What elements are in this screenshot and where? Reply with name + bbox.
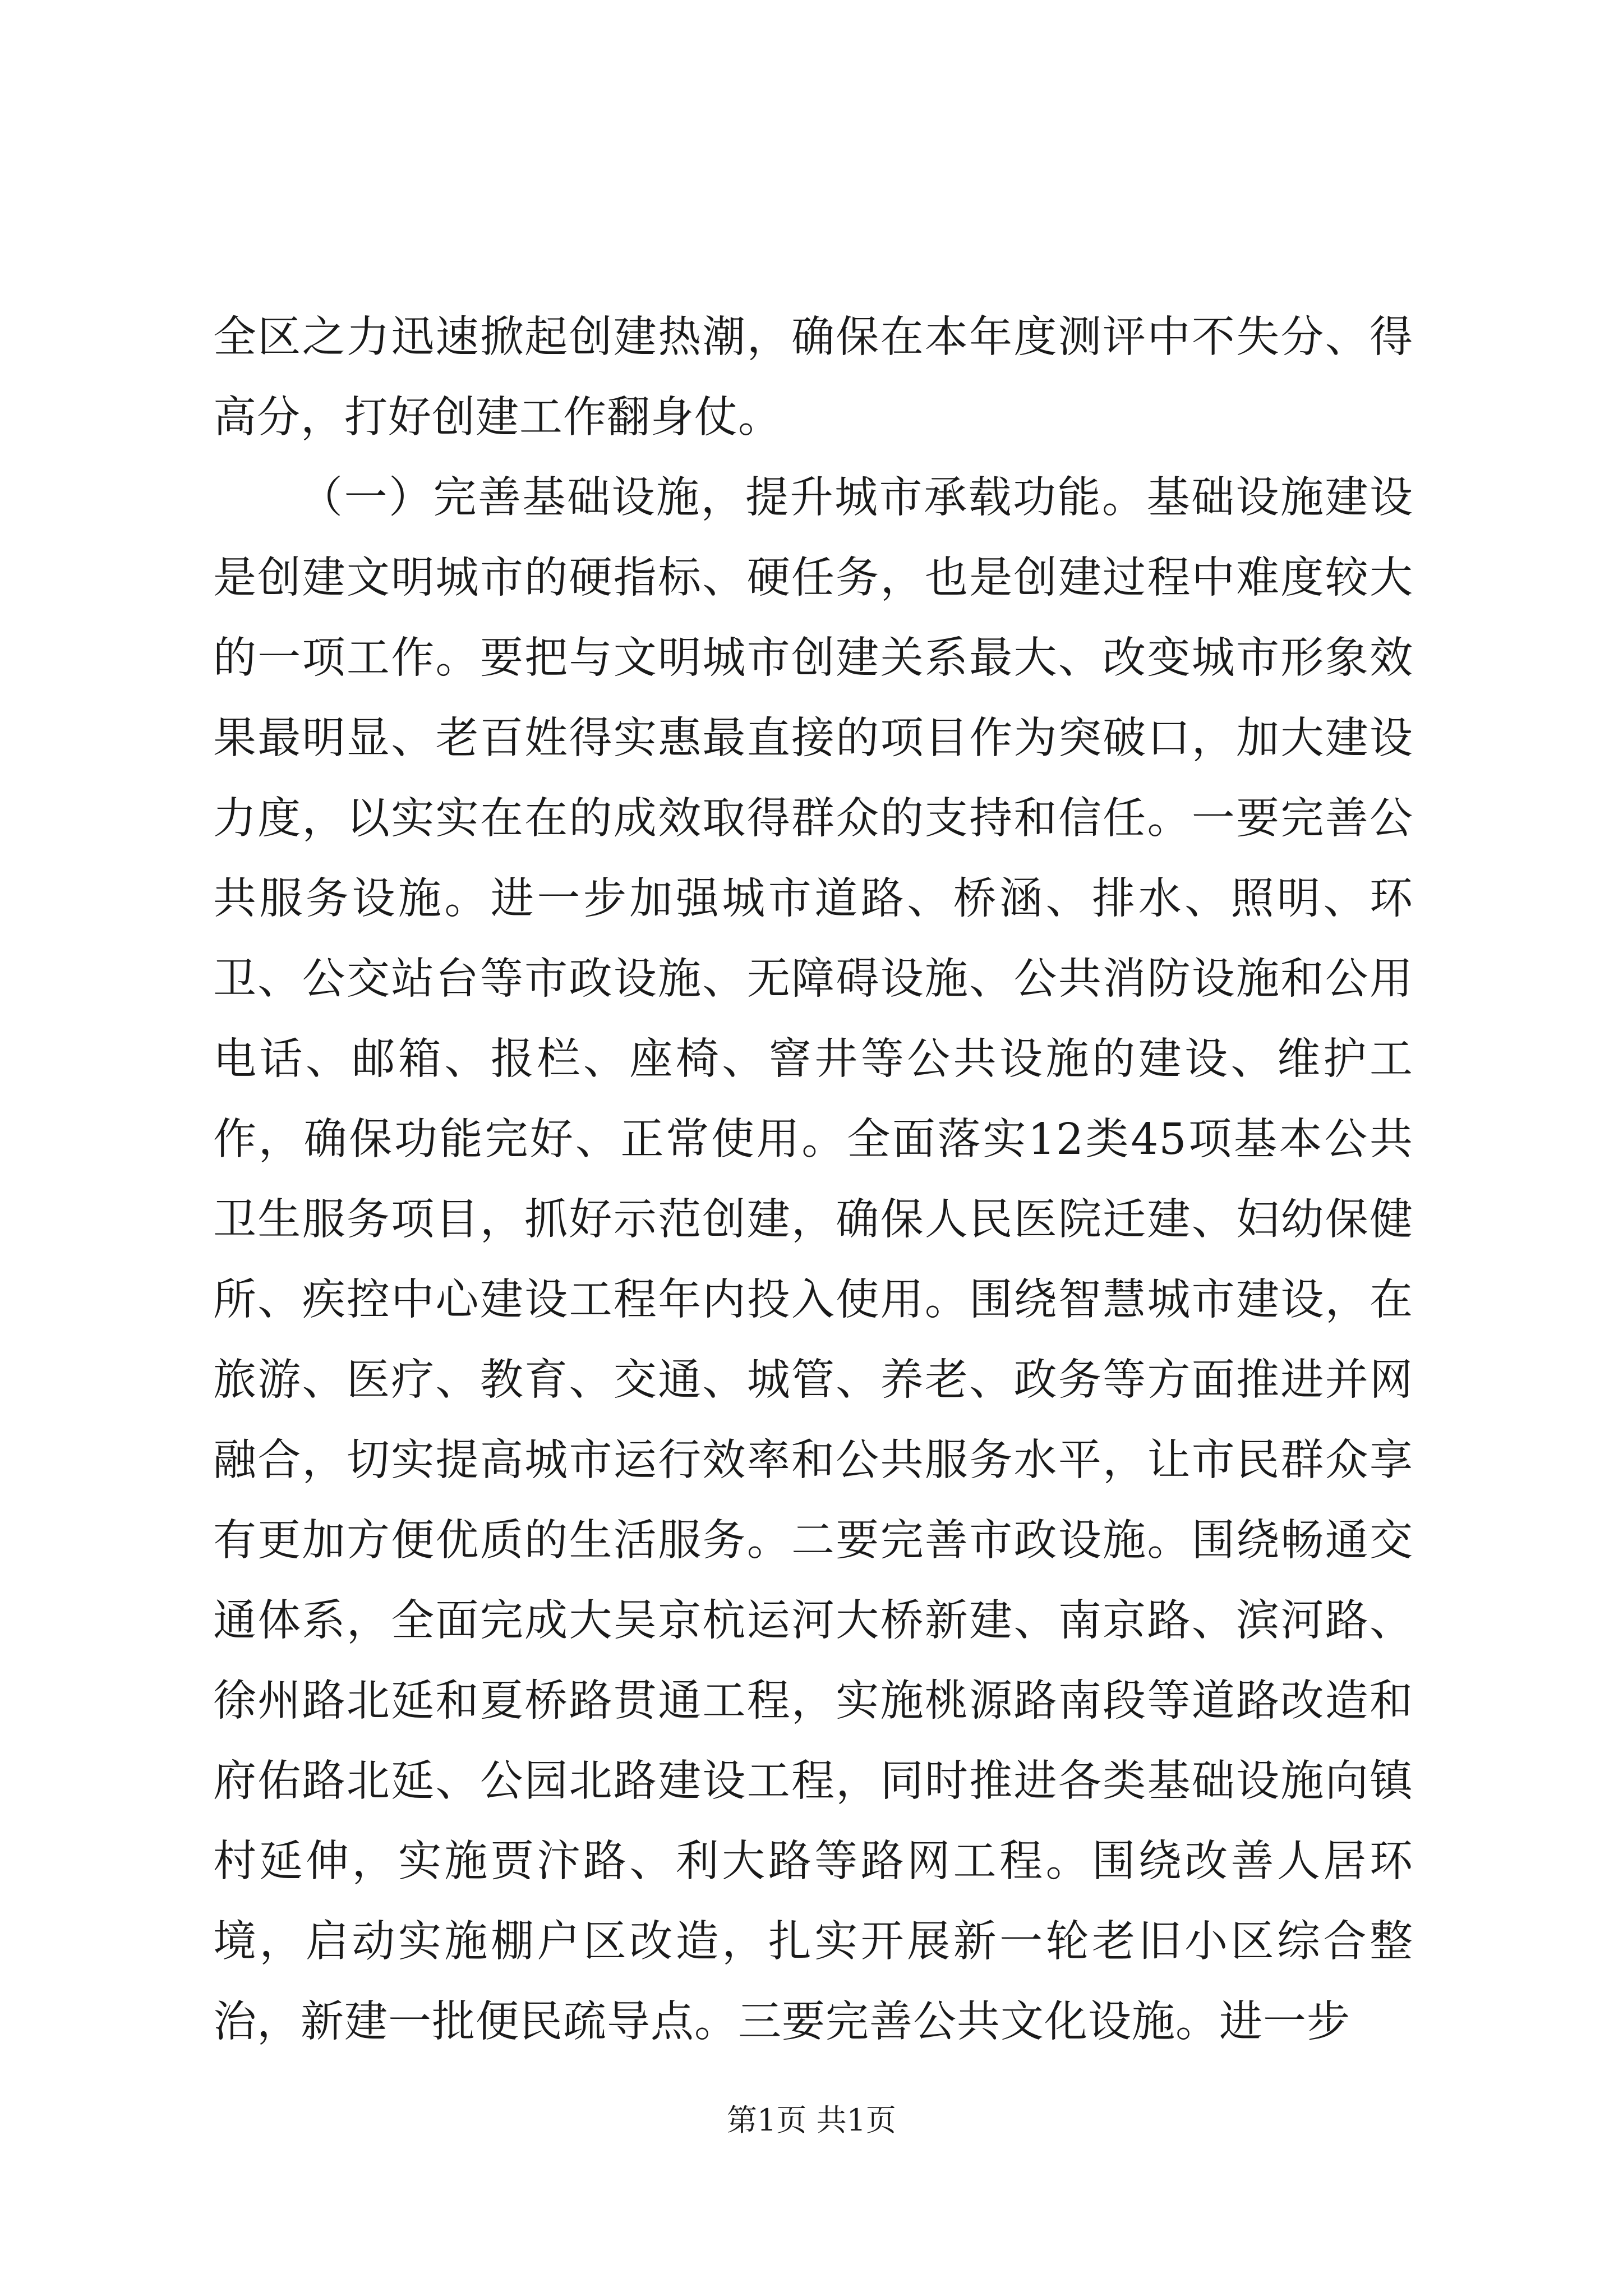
page-number: 第1页 共1页 [727,2102,896,2138]
page-footer [0,2101,1623,2140]
document-body [213,297,1413,2062]
paragraph-infrastructure: （一）完善基础设施，提升城市承载功能。基础设施建设是创建文明城市的硬指标、硬任务，也是创建过程中难度较大的一项工作。要把与文明城市创建关系最大、改变城市形象效果最明显、老百姓得实惠最直接的项目作为突破口，加大建设力度，以实实在在的成效取得群众的支持和信任。一要完善公共服务设施。进一步加强城市道路、桥涵、排水、照明、环卫、公交站台等市政设施、无障碍设施、公共消防设施和公用电话、邮箱、报栏、座椅、窨井等公共设施的建设、维护工作，确保功能完好、正常使用。全面落实12类45项基本公共卫生服务项目，抓好示范创建，确保人民医院迁建、妇幼保健所、疾控中心建设工程年内投入使用。围绕智慧城市建设，在旅游、医疗、教育、交通、城管、养老、政务等方面推进并网融合，切实提高城市运行效率和公共服务水平，让市民群众享有更加方便优质的生活服务。二要完善市政设施。围绕畅通交通体系，全面完成大吴京杭运河大桥新建、南京路、滨河路、徐州路北延和夏桥路贯通工程，实施桃源路南段等道路改造和府佑路北延、公园北路建设工程，同时推进各类基础设施向镇村延伸，实施贾汴路、利大路等路网工程。围绕改善人居环境，启动实施棚户区改造，扎实开展新一轮老旧小区综合整治，新建一批便民疏导点。三要完善公共文化设施。进一步 [213,473,1413,2047]
paragraph-continuation: 全区之力迅速掀起创建热潮，确保在本年度测评中不失分、得高分，打好创建工作翻身仗。 [213,312,1413,443]
